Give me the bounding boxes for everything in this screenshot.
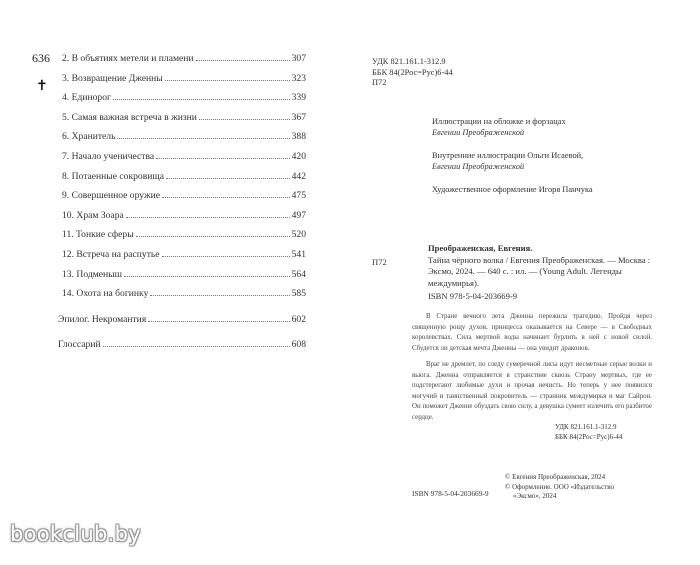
inner-illustration-artist: Евгении Преображенской [432,161,525,171]
toc-page: 388 [291,131,306,143]
toc-page: 497 [291,209,306,221]
annotation-codes [555,422,622,442]
toc-row [58,73,306,93]
toc-title: 9. Совершенное оружие [62,190,160,202]
bibliographic-record [372,243,672,303]
copyright-notice [505,473,614,502]
udk-code: УДК 821.161.1-312.9 [372,57,446,66]
toc-row [58,249,306,269]
toc-leader [124,276,290,277]
toc-row [58,190,306,210]
cover-illustration-label: Иллюстрации на обложке и форзацах [432,116,566,126]
toc-page: 585 [291,288,306,300]
toc-leader [162,197,290,198]
toc-leader [165,80,290,81]
copyright-line: © Евгения Преображенская, 2024 [505,473,606,481]
toc-leader [150,295,289,296]
toc-title: 12. Встреча на распутье [62,248,160,260]
toc-title: Эпилог. Некромантия [58,313,147,325]
annotation [412,312,652,429]
cross-icon: ✝ [36,79,48,94]
toc-title: 5. Самая важная встреча в жизни [62,111,197,123]
biblio-isbn: ISBN 978-5-04-203669-9 [428,291,518,302]
toc-row [58,210,306,230]
biblio-description: Тайна чёрного волка / Евгения Преображенская. — Москва : Эксмо, 2024. — 640 с. : ил. — (Young Adult. Легенды междумирья). [428,254,651,288]
toc-title: 10. Храм Зоара [62,209,124,221]
classification-codes [372,57,672,89]
toc-page: 339 [291,92,306,104]
cover-illustration-artist: Евгении Преображенской [432,127,525,137]
annotation-paragraph: В Стране вечного лета Дженна пережила трагедию. Пройдя через священную рощу духов, принцесса оказывается на Севере — в Свободных королевствах. Сила мертвой воды начинает бурлить в ней с новой силой. Сбудется ли детская мечта Дженны — она увидит драконов. [412,313,652,352]
toc-title: 8. Потаенные сокровища [62,170,165,182]
toc-title: 14. Охота на богинку [62,288,149,300]
toc-row-epilogue [58,314,306,334]
toc-leader [166,178,290,179]
author-code: П72 [372,78,387,87]
toc-row [58,112,306,132]
toc-row [58,229,306,249]
toc-page: 442 [291,170,306,182]
inner-illustration-label: Внутренние иллюстрации Ольги Исаевой, [432,150,584,160]
toc-leader [113,99,290,100]
table-of-contents [58,53,306,359]
bbk-code: ББК 84(2Рос=Рус)6-44 [372,67,453,77]
toc-row [58,288,306,308]
toc-title: 7. Начало ученичества [62,150,155,162]
toc-page: 420 [291,150,306,162]
toc-leader [103,346,290,347]
watermark: bookclub.by [10,522,141,546]
illustration-credits [372,116,672,195]
udk-code: УДК 821.161.1-312.9 [555,423,617,431]
toc-page: 541 [291,248,306,260]
toc-leader [148,321,289,322]
toc-title: 2. В объятиях метели и пламени [62,53,194,64]
toc-leader [117,138,289,139]
toc-leader [196,60,290,61]
toc-page: 520 [291,229,306,241]
page-number: 636 [32,51,50,65]
toc-page: 564 [291,268,306,280]
toc-row [58,171,306,191]
toc-title: 3. Возвращение Дженны [62,72,163,84]
toc-leader [199,119,290,120]
toc-page: 475 [291,190,306,202]
copyright-line: © Оформление. ООО «Издательство [505,482,615,491]
toc-row [58,92,306,112]
toc-title: 6. Хранитель [62,131,116,143]
toc-title: Глоссарий [58,339,101,351]
biblio-author: Преображенская, Евгения. [428,243,533,253]
toc-leader [126,217,290,218]
toc-row [58,151,306,171]
art-design-credit: Художественное оформление Игоря Панчука [432,184,593,194]
isbn-footer: ISBN 978-5-04-203669-9 [412,489,489,498]
toc-leader [162,256,290,257]
imprint-header [372,57,672,195]
toc-row [58,131,306,151]
toc-title: 4. Единорог [62,92,111,104]
toc-page: 608 [291,339,306,351]
biblio-author-code: П72 [372,257,387,267]
toc-leader [136,236,290,237]
copyright-line: «Эксмо», 2024 [513,492,557,500]
toc-leader [156,158,289,159]
toc-page: 367 [291,111,306,123]
toc-row [58,269,306,289]
annotation-paragraph: Враг не дремлет, по следу сумеречной лисы идут несметные серые волки и вьюга. Дженна отправляется в странствие сквозь Страну мертвых, где ее подстерегают любимые духи и прочая нечисть. Но теперь у нее появился могучий и таинственный покровитель — странник междумирья и маг Сайрон. Он поможет Дженне обуздать свою силу, а девушка сумеет излечить его разбитое сердце. [412,361,652,421]
bbk-code: ББК 84(2Рос=Рус)6-44 [555,433,623,441]
toc-page: 323 [291,72,306,84]
toc-title: 11. Тонкие сферы [62,229,134,241]
toc-row [58,53,306,73]
toc-title: 13. Подменыш [62,268,123,280]
toc-page: 307 [291,53,306,64]
toc-page: 602 [291,313,306,325]
toc-row-glossary [58,339,306,359]
